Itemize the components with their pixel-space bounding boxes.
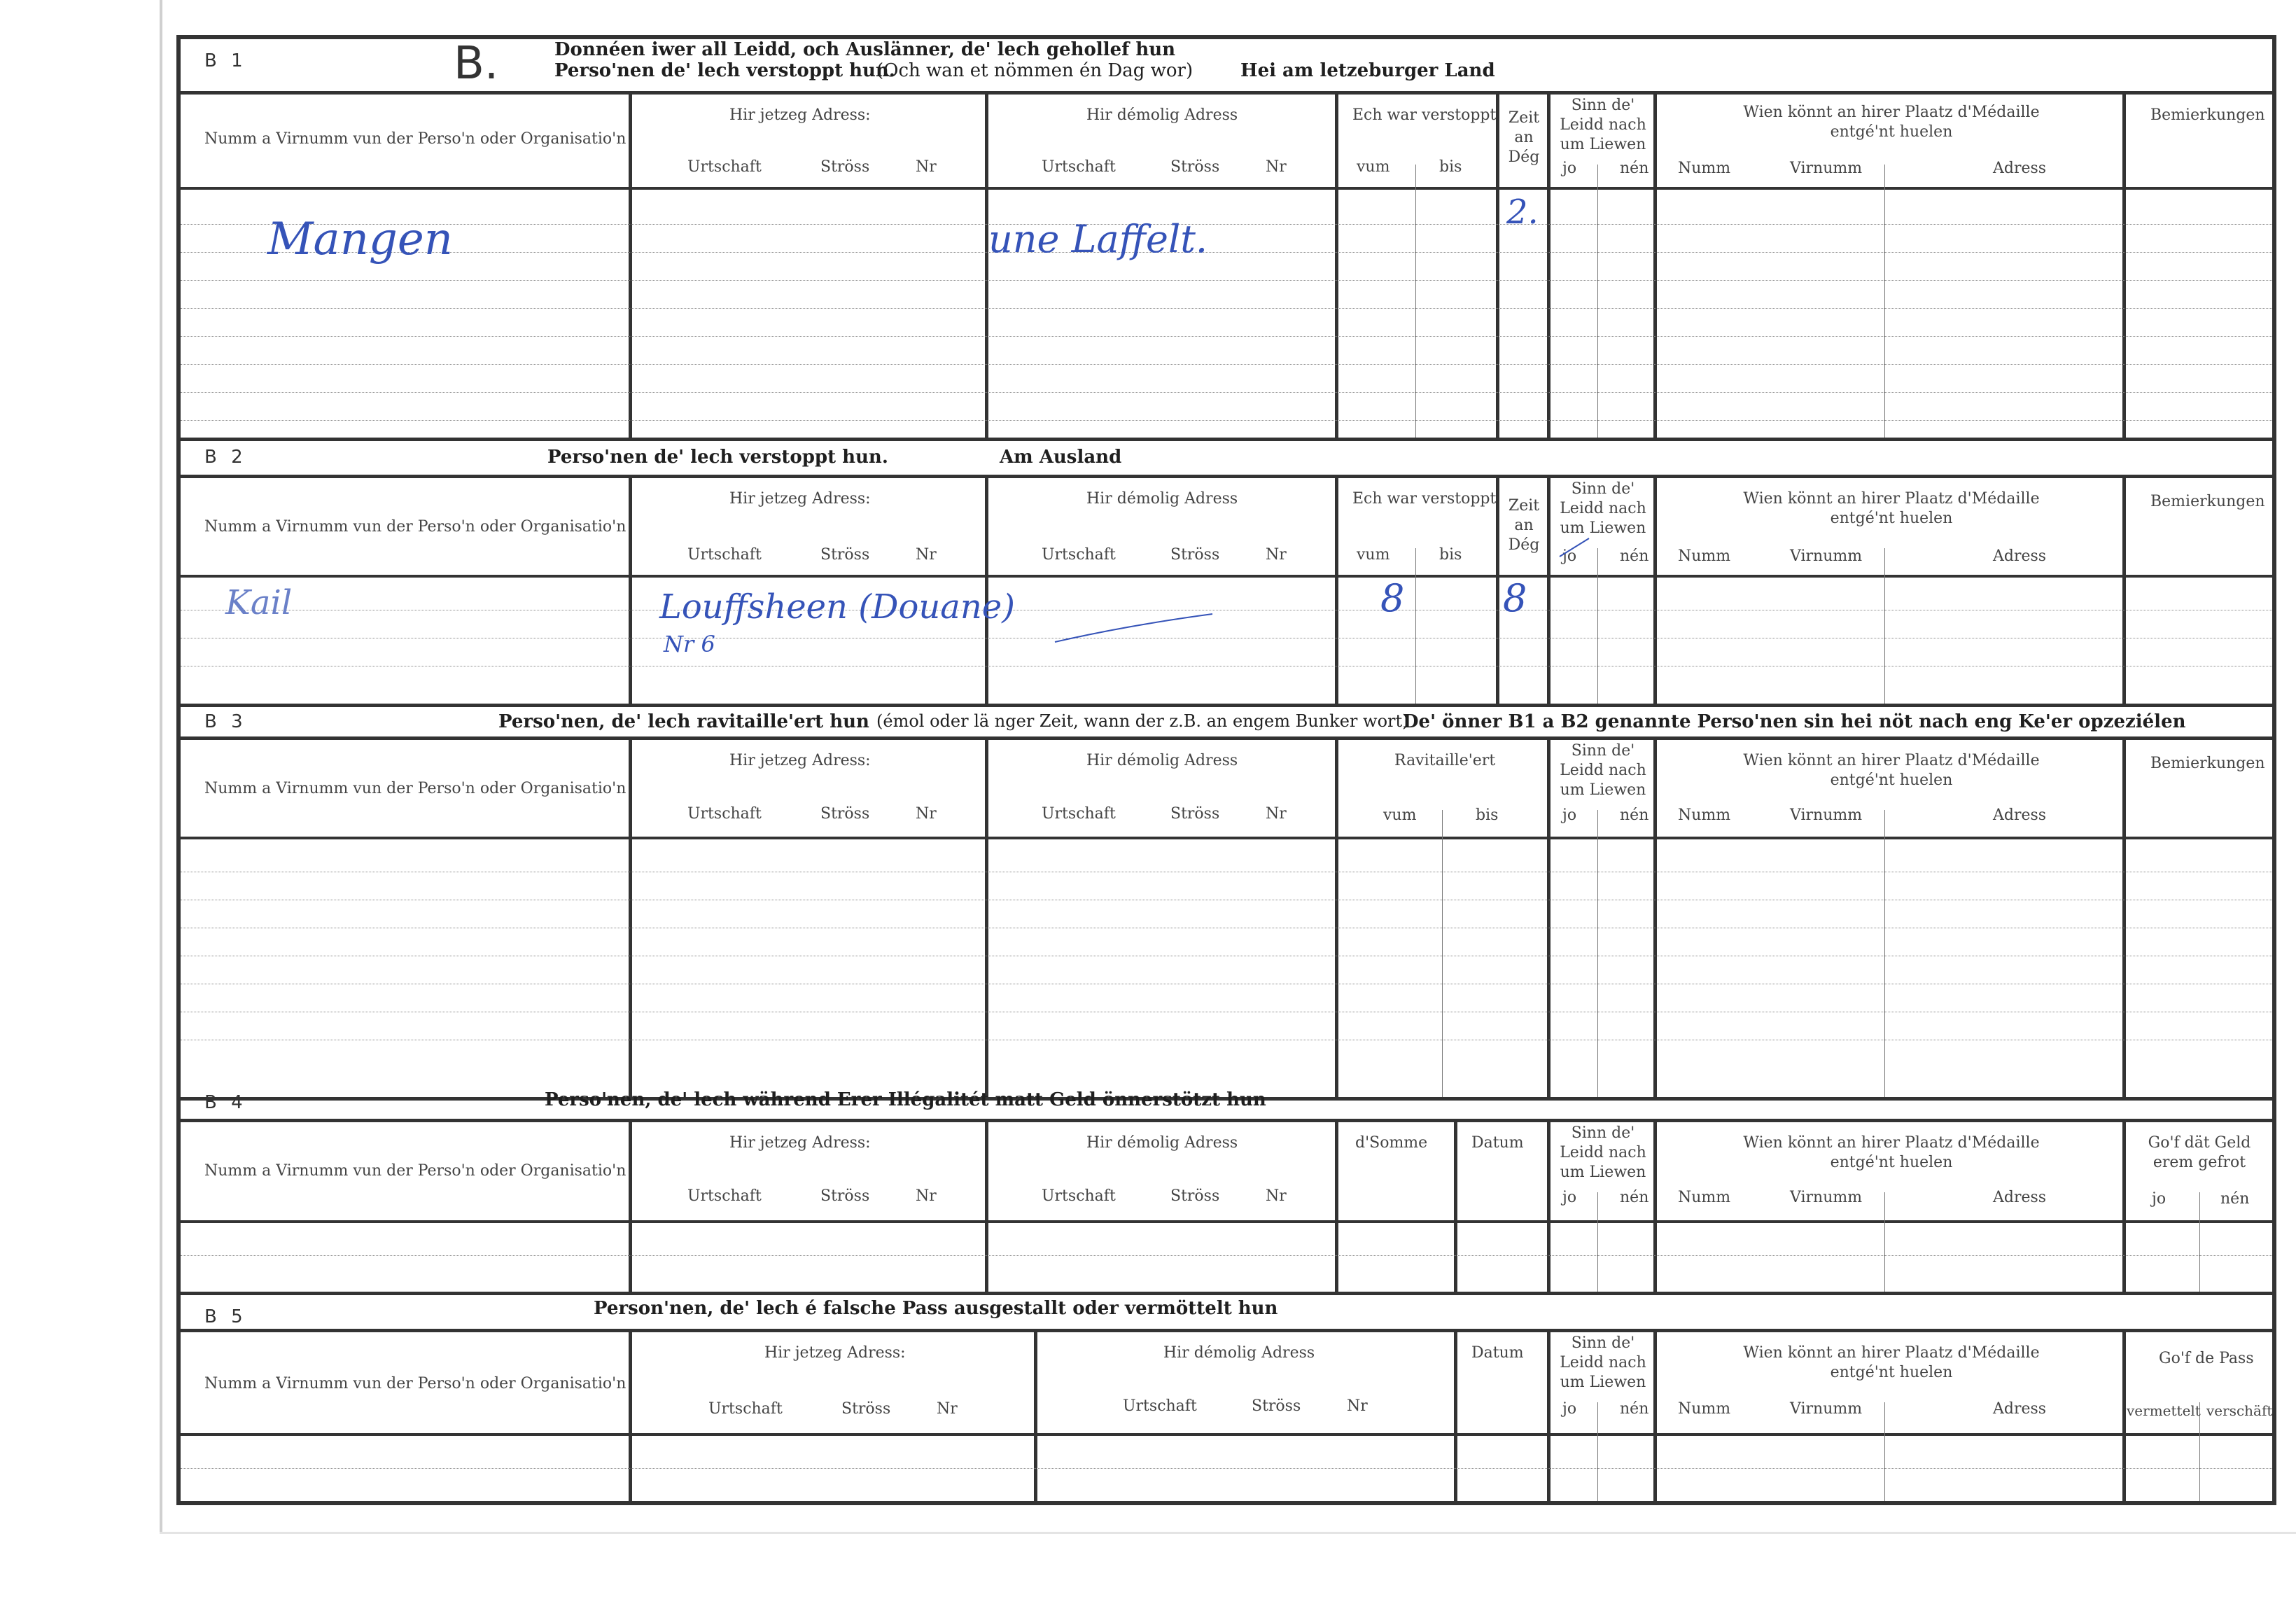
handwritten-name: Kail [225,583,293,622]
section-title: Perso'nen, de' lech ravitaille'ert hun [498,711,869,732]
header-no: nén [1620,806,1649,824]
section-b1 [176,35,2276,441]
header-street: Ströss [820,1187,870,1205]
header-survived: Sinn de' Leidd nach um Liewen [1560,1334,1646,1391]
header-to: bis [1476,806,1499,824]
section-title: Perso'nen de' lech verstoppt hun. [547,447,888,468]
header-yes: jo [2152,1190,2166,1208]
header-medal: Wien könnt an hirer Plaatz d'Médaille entgé'nt huelen [1743,1344,2040,1381]
header-locality: Urtschaft [1042,158,1116,176]
header-survived: Sinn de' Leidd nach um Liewen [1560,742,1646,799]
section-title-line1: Donnéen iwer all Leidd, och Auslänner, de' lech gehollef hun [554,39,1176,60]
header-current-address: Hir jetzeg Adress: [729,752,871,769]
header-surname: Numm [1678,1400,1731,1418]
section-title: Perso'nen, de' lech während Erer Illégalitét matt Geld önnerstötzt hun [545,1089,1266,1110]
header-days: Zeit an Dég [1508,109,1540,166]
header-name: Numm a Virnumm vun der Perso'n oder Organisatio'n [204,1162,626,1180]
section-title-note: (Och wan et nömmen én Dag wor) [876,60,1194,81]
header-street: Ströss [841,1400,891,1418]
header-name: Numm a Virnumm vun der Perso'n oder Organisatio'n [204,130,626,148]
header-locality: Urtschaft [687,158,762,176]
header-nr: Nr [1347,1397,1368,1415]
table-b3 [176,736,2276,1101]
handwritten-name: Mangen [267,214,453,265]
header-nr: Nr [916,1187,937,1205]
header-locality: Urtschaft [687,546,762,564]
header-remarks: Bemierkungen [2150,493,2265,510]
header-date: Datum [1471,1134,1524,1152]
header-surname: Numm [1678,1189,1731,1206]
header-street: Ströss [820,546,870,564]
handwritten-from: 8 [1380,576,1405,620]
handwritten-days: 2. [1506,193,1539,232]
header-locality: Urtschaft [708,1400,783,1418]
section-title-notice: De' önner B1 a B2 genannte Perso'nen sin hei nöt nach eng Ke'er opzeziélen [1403,711,2186,732]
header-from: vum [1383,806,1417,824]
header-survived: Sinn de' Leidd nach um Liewen [1560,1124,1646,1181]
header-firstname: Virnumm [1790,547,1863,565]
header-from: vum [1357,546,1390,564]
section-code: B 3 [204,711,247,732]
header-current-address: Hir jetzeg Adress: [764,1344,906,1362]
header-yes: jo [1562,160,1577,177]
header-street: Ströss [1170,158,1220,176]
header-nr: Nr [1266,546,1287,564]
header-locality: Urtschaft [1042,805,1116,823]
table-b5 [176,1329,2276,1501]
section-code: B 5 [204,1306,247,1327]
header-pass-procured: verschäft [2206,1402,2273,1419]
header-nr: Nr [916,805,937,823]
header-locality: Urtschaft [687,1187,762,1205]
header-street: Ströss [820,805,870,823]
header-days: Zeit an Dég [1508,497,1540,554]
header-to: bis [1439,158,1462,176]
header-former-address: Hir démolig Adress [1086,752,1238,769]
header-locality: Urtschaft [1042,546,1116,564]
section-title-line2: Perso'nen de' lech verstoppt hun. [554,60,895,81]
header-no: nén [1620,160,1649,177]
header-surname: Numm [1678,547,1731,565]
header-pass: Go'f de Pass [2159,1350,2254,1367]
header-former-address: Hir démolig Adress [1163,1344,1315,1362]
header-nr: Nr [916,546,937,564]
table-b2 [176,475,2276,707]
header-no: nén [1620,1400,1649,1418]
header-yes: jo [1562,1189,1577,1206]
header-street: Ströss [1252,1397,1301,1415]
section-code: B 2 [204,447,247,468]
header-date: Datum [1471,1344,1524,1362]
header-yes: jo [1562,1400,1577,1418]
section-title-location: Hei am letzeburger Land [1240,60,1495,81]
handwritten-current-address: Louffsheen (Douane) [659,587,1015,627]
section-b5 [176,1295,2276,1505]
header-name: Numm a Virnumm vun der Perso'n oder Organisatio'n [204,518,626,536]
header-current-address: Hir jetzeg Adress: [729,490,871,508]
header-no: nén [2220,1190,2250,1208]
table-b1 [176,91,2276,441]
header-street: Ströss [1170,546,1220,564]
header-address: Adress [1993,547,2047,565]
header-locality: Urtschaft [1123,1397,1197,1415]
header-nr: Nr [1266,1187,1287,1205]
section-b1-header [176,35,2276,90]
header-medal: Wien könnt an hirer Plaatz d'Médaille entgé'nt huelen [1743,104,2040,141]
header-name: Numm a Virnumm vun der Perso'n oder Organisatio'n [204,780,626,797]
header-street: Ströss [820,158,870,176]
header-locality: Urtschaft [687,805,762,823]
header-street: Ströss [1170,1187,1220,1205]
section-code: B 4 [204,1092,247,1113]
header-yes: jo [1562,806,1577,824]
table-b4 [176,1119,2276,1295]
header-pass-issued: vermettelt [2127,1402,2201,1419]
header-locality: Urtschaft [1042,1187,1116,1205]
header-supplied: Ravitaille'ert [1394,752,1496,769]
section-code: B 1 [204,50,247,71]
header-no: nén [1620,1189,1649,1206]
header-former-address: Hir démolig Adress [1086,490,1238,508]
header-no: nén [1620,547,1649,565]
header-remarks: Bemierkungen [2150,755,2265,772]
header-current-address: Hir jetzeg Adress: [729,106,871,124]
handwritten-house-number: Nr 6 [664,631,715,657]
header-survived: Sinn de' Leidd nach um Liewen [1560,480,1646,537]
header-yes: jo [1562,547,1577,565]
header-from: vum [1357,158,1390,176]
handwritten-days: 8 [1503,576,1527,620]
header-nr: Nr [1266,158,1287,176]
handwritten-dash [1051,611,1219,646]
header-sum: d'Somme [1355,1134,1428,1152]
handwritten-former-address: une Laffelt. [988,217,1208,261]
header-medal: Wien könnt an hirer Plaatz d'Médaille entgé'nt huelen [1743,490,2040,527]
section-letter: B. [454,38,499,90]
section-title: Person'nen, de' lech é falsche Pass ausgestallt oder vermöttelt hun [594,1298,1278,1319]
header-firstname: Virnumm [1790,160,1863,177]
header-survived: Sinn de' Leidd nach um Liewen [1560,97,1646,153]
header-former-address: Hir démolig Adress [1086,106,1238,124]
header-nr: Nr [916,158,937,176]
header-medal: Wien könnt an hirer Plaatz d'Médaille entgé'nt huelen [1743,752,2040,789]
header-address: Adress [1993,806,2047,824]
header-medal: Wien könnt an hirer Plaatz d'Médaille entgé'nt huelen [1743,1134,2040,1171]
section-b2 [176,441,2276,707]
page-edge [160,0,162,1533]
header-to: bis [1439,546,1462,564]
section-b3 [176,707,2276,1085]
page-bottom-edge [160,1532,2296,1534]
header-former-address: Hir démolig Adress [1086,1134,1238,1152]
header-surname: Numm [1678,806,1731,824]
header-hidden: Ech war verstoppt [1352,490,1497,508]
header-nr: Nr [1266,805,1287,823]
header-remarks: Bemierkungen [2150,106,2265,124]
header-address: Adress [1993,1189,2047,1206]
strikethrough-yes [1554,534,1596,562]
header-hidden: Ech war verstoppt [1352,106,1497,124]
header-firstname: Virnumm [1790,1400,1863,1418]
header-address: Adress [1993,160,2047,177]
section-b4 [176,1085,2276,1295]
section-title-note: (émol oder lä nger Zeit, wann der z.B. an engem Bunker wort) [876,711,1409,731]
header-firstname: Virnumm [1790,1189,1863,1206]
header-name: Numm a Virnumm vun der Perso'n oder Organisatio'n [204,1375,626,1392]
header-surname: Numm [1678,160,1731,177]
section-title-location: Am Ausland [1000,447,1122,468]
header-street: Ströss [1170,805,1220,823]
header-address: Adress [1993,1400,2047,1418]
header-current-address: Hir jetzeg Adress: [729,1134,871,1152]
header-firstname: Virnumm [1790,806,1863,824]
header-money-returned: Go'f dät Geld erem gefrot [2148,1134,2251,1171]
header-nr: Nr [937,1400,958,1418]
